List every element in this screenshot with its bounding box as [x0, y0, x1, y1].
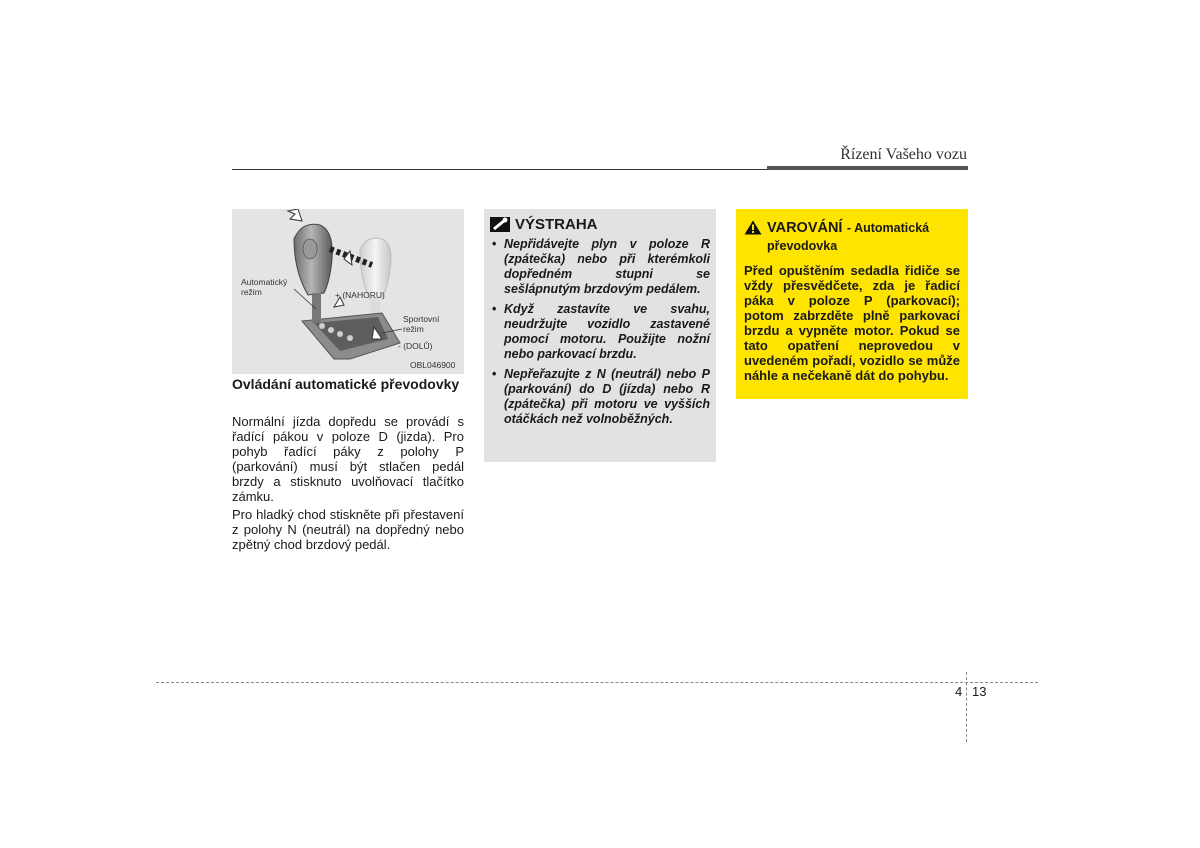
running-header: Řízení Vašeho vozu	[840, 146, 967, 163]
warning-triangle-icon	[744, 220, 762, 235]
sport-mode-label-line2: režim	[403, 324, 424, 334]
warning-list	[490, 237, 710, 427]
up-label: + (NAHORU)	[335, 290, 385, 300]
wrench-icon	[490, 217, 510, 232]
warning-title	[490, 216, 710, 233]
caution-title-main: VAROVÁNÍ	[767, 220, 843, 236]
section-heading: Ovládání automatické převodovky	[232, 376, 460, 392]
header-rule	[232, 169, 767, 170]
warning-item: • Když zastavíte ve svahu, neudržujte vozidlo zastavené pomocí motoru. Použijte nožní nebo parkovací brzdu.	[490, 302, 710, 362]
caution-text: Před opuštěním sedadla řidiče se vždy přesvědčete, zda je řadicí páka v poloze P (parkovací); potom zabrzděte plně parkovací brzdu a vypněte motor. Pokud se tato opatření neprovedou v uvedeném pořadí, vozidlo se může náhle a nečekaně dát do pohybu.	[744, 263, 960, 383]
warning-item: • Nepřeřazujte z N (neutrál) nebo P (parkování) do D (jízda) nebo R (zpátečka) při motoru ve vyšších otáčkách než volnoběžných.	[490, 367, 710, 427]
warning-item: • Nepřidávejte plyn v poloze R (zpátečka) nebo při kterémkoli dopředném stupni se sešlápnutým brzdovým pedálem.	[490, 237, 710, 297]
body-paragraph-1: Normální jízda dopředu se provádí s řadící pákou v poloze D (jizda). Pro pohyb řadící páky z polohy P (parkování) musí být stlačen pedál brzdy a stisknuto uvolňovací tlačítko zámku.	[232, 414, 464, 504]
body-paragraph-2: Pro hladký chod stiskněte při přestavení z polohy N (neutrál) na dopředný nebo zpětný chod brzdový pedál.	[232, 507, 464, 552]
caution-title	[744, 219, 960, 255]
chapter-number: 4	[955, 684, 963, 699]
header-rule-accent	[767, 166, 968, 170]
caution-box	[736, 209, 968, 399]
footer-rule	[156, 682, 1038, 683]
figure-code: OBL046900	[410, 360, 456, 370]
footer-divider	[966, 672, 967, 742]
page-number: 13	[972, 684, 987, 699]
gear-shifter-illustration	[232, 209, 464, 374]
warning-title-text: VÝSTRAHA	[515, 216, 598, 233]
caution-title-sub: - Automatická převodovka	[767, 221, 930, 253]
sport-mode-label-line1: Sportovní	[403, 314, 440, 324]
auto-mode-label-line2: režim	[241, 287, 262, 297]
down-label: - (DOLŮ)	[398, 341, 433, 351]
auto-mode-label-line1: Automatický	[241, 277, 288, 287]
auto-mode-label	[241, 277, 287, 297]
sport-mode-label	[403, 314, 439, 334]
warning-box	[484, 209, 716, 462]
